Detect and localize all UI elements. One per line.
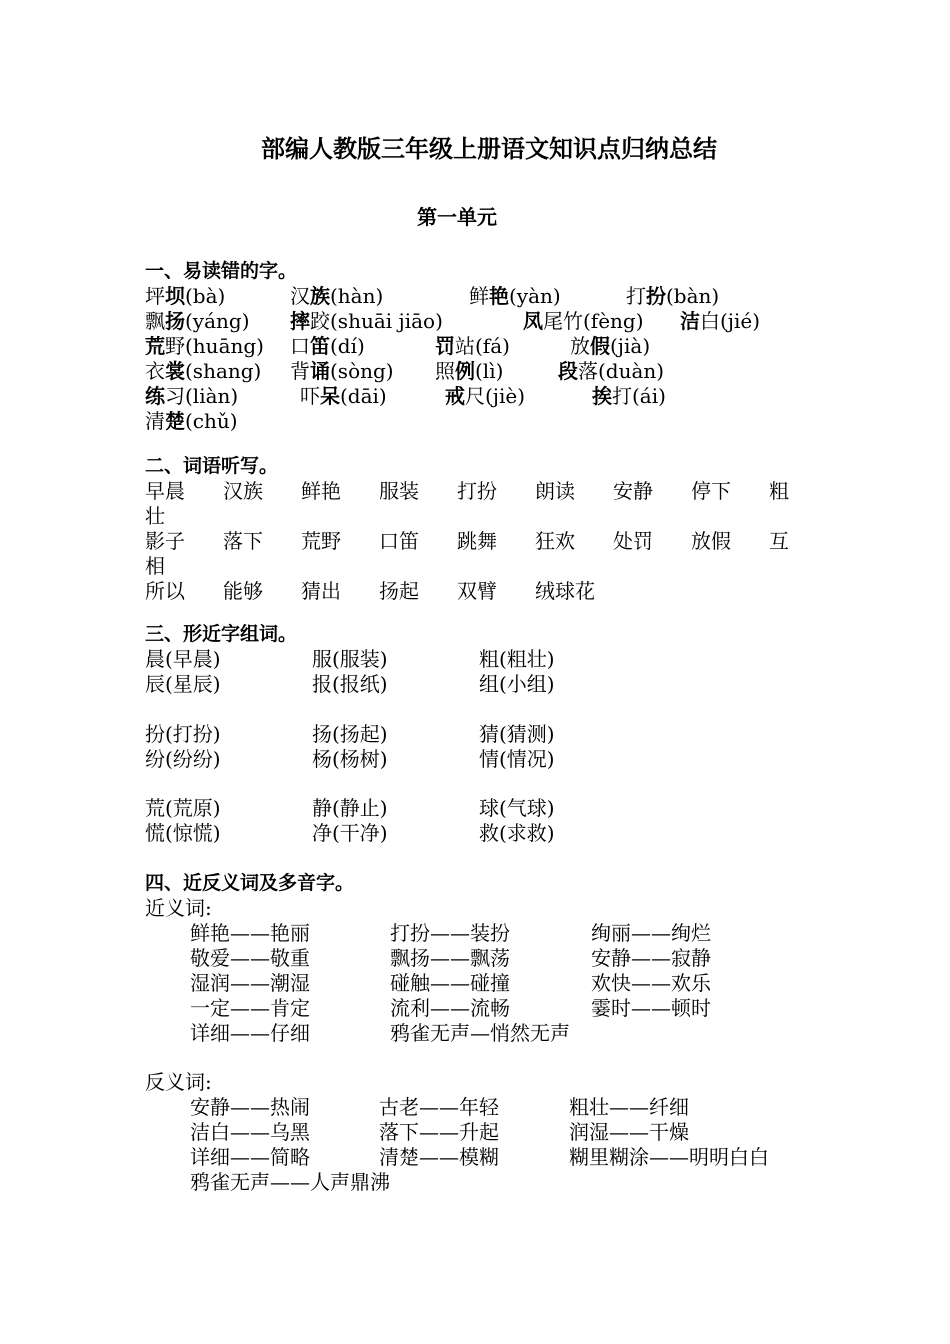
similar-char-word: 猜(猜测) <box>479 722 555 746</box>
dictation-word: 狂欢 <box>535 529 575 553</box>
character: 艳 <box>489 284 509 308</box>
character: 尾竹 <box>543 309 583 333</box>
misread-item <box>558 359 664 384</box>
pinyin: (chǔ) <box>185 409 238 433</box>
character: 摔 <box>290 309 310 333</box>
character: 罚 <box>435 334 455 358</box>
character: 荒 <box>145 334 165 358</box>
misread-item <box>523 309 644 334</box>
character: 笛 <box>310 334 330 358</box>
antonym-pair: 详细——简略 <box>190 1145 310 1169</box>
synonym-pair: 鲜艳——艳丽 <box>190 921 310 945</box>
character: 照 <box>435 359 455 383</box>
similar-char-word: 纷(纷纷) <box>145 747 221 771</box>
character: 坝 <box>165 284 185 308</box>
dictation-word: 双臂 <box>457 579 497 603</box>
character: 族 <box>310 284 330 308</box>
pinyin: (huāng) <box>185 334 264 358</box>
character: 鲜 <box>469 284 489 308</box>
synonym-pair: 详细——仔细 <box>190 1021 310 1045</box>
synonym-pair: 打扮——装扮 <box>390 921 510 945</box>
character: 楚 <box>165 409 185 433</box>
misread-item <box>592 384 666 409</box>
pinyin: (yáng) <box>185 309 250 333</box>
character: 坪 <box>145 284 165 308</box>
character: 野 <box>165 334 185 358</box>
pinyin: (fèng) <box>583 309 644 333</box>
misread-item <box>145 334 264 359</box>
similar-char-word: 静(静止) <box>312 796 388 820</box>
section-heading-synonyms-antonyms: 四、近反义词及多音字。 <box>145 872 355 894</box>
misread-item <box>290 359 394 384</box>
synonym-pair: 飘扬——飘荡 <box>390 946 510 970</box>
pinyin: (jiè) <box>485 384 526 408</box>
character: 假 <box>590 334 610 358</box>
character: 段 <box>558 359 578 383</box>
misread-item <box>145 309 250 334</box>
pinyin: (bàn) <box>666 284 720 308</box>
section-heading-dictation: 二、词语听写。 <box>145 455 279 477</box>
character: 凤 <box>523 309 543 333</box>
antonym-pair: 安静——热闹 <box>190 1095 310 1119</box>
dictation-word: 朗读 <box>535 479 575 503</box>
synonym-pair: 敬爱——敬重 <box>190 946 310 970</box>
similar-char-word: 组(小组) <box>479 672 555 696</box>
dictation-word: 鲜艳 <box>301 479 341 503</box>
character: 打 <box>626 284 646 308</box>
dictation-word: 放假 <box>691 529 731 553</box>
antonym-pair: 落下——升起 <box>379 1120 499 1144</box>
pinyin: (lì) <box>475 359 504 383</box>
dictation-word: 停下 <box>691 479 731 503</box>
pinyin: (yàn) <box>509 284 561 308</box>
document-title: 部编人教版三年级上册语文知识点归纳总结 <box>261 135 717 163</box>
similar-char-word: 晨(早晨) <box>145 647 221 671</box>
synonym-pair: 湿润——潮湿 <box>190 971 310 995</box>
character: 戒 <box>445 384 465 408</box>
misread-item <box>145 384 238 409</box>
character: 打 <box>612 384 632 408</box>
misread-item <box>145 359 261 384</box>
misread-item <box>680 309 760 334</box>
character: 飘 <box>145 309 165 333</box>
pinyin: (hàn) <box>330 284 384 308</box>
character: 裳 <box>165 359 185 383</box>
misread-item <box>145 409 238 434</box>
character: 呆 <box>320 384 340 408</box>
dictation-word: 落下 <box>223 529 263 553</box>
antonym-pair: 粗壮——纤细 <box>569 1095 689 1119</box>
dictation-word: 口笛 <box>379 529 419 553</box>
similar-char-word: 扮(打扮) <box>145 722 221 746</box>
pinyin: (fá) <box>475 334 510 358</box>
character: 尺 <box>465 384 485 408</box>
similar-char-word: 慌(惊慌) <box>145 821 221 845</box>
dictation-word: 早晨 <box>145 479 185 503</box>
misread-item <box>435 359 503 384</box>
pinyin: (jià) <box>610 334 651 358</box>
character: 洁 <box>680 309 700 333</box>
synonym-pair: 霎时——顿时 <box>591 996 711 1020</box>
pinyin: (jié) <box>720 309 761 333</box>
pinyin: (duàn) <box>598 359 665 383</box>
antonym-pair: 古老——年轻 <box>379 1095 499 1119</box>
misread-item <box>626 284 719 309</box>
character: 诵 <box>310 359 330 383</box>
character: 汉 <box>290 284 310 308</box>
dictation-word: 荒野 <box>301 529 341 553</box>
dictation-word: 影子 <box>145 529 185 553</box>
similar-char-word: 球(气球) <box>479 796 555 820</box>
misread-item <box>290 334 365 359</box>
similar-char-word: 粗(粗壮) <box>479 647 555 671</box>
dictation-word: 服装 <box>379 479 419 503</box>
similar-char-word: 净(干净) <box>312 821 388 845</box>
dictation-word: 跳舞 <box>457 529 497 553</box>
synonym-pair: 欢快——欢乐 <box>591 971 711 995</box>
misread-item <box>145 284 225 309</box>
synonym-pair: 鸦雀无声—悄然无声 <box>390 1021 570 1045</box>
dictation-word: 壮 <box>145 504 165 528</box>
antonym-pair: 糊里糊涂——明明白白 <box>569 1145 769 1169</box>
dictation-word: 打扮 <box>457 479 497 503</box>
character: 跤 <box>310 309 330 333</box>
dictation-word: 猜出 <box>301 579 341 603</box>
character: 口 <box>290 334 310 358</box>
character: 清 <box>145 409 165 433</box>
section-heading-similar-chars: 三、形近字组词。 <box>145 623 298 645</box>
dictation-word: 能够 <box>223 579 263 603</box>
synonym-pair: 绚丽——绚烂 <box>591 921 711 945</box>
character: 背 <box>290 359 310 383</box>
dictation-word: 相 <box>145 554 165 578</box>
dictation-word: 绒球花 <box>535 579 595 603</box>
similar-char-word: 报(报纸) <box>312 672 388 696</box>
similar-char-word: 辰(星辰) <box>145 672 221 696</box>
character: 练 <box>145 384 165 408</box>
synonym-pair: 碰触——碰撞 <box>390 971 510 995</box>
misread-item <box>435 334 510 359</box>
character: 扬 <box>165 309 185 333</box>
misread-item <box>300 384 387 409</box>
similar-char-word: 荒(荒原) <box>145 796 221 820</box>
character: 习 <box>165 384 185 408</box>
character: 例 <box>455 359 475 383</box>
pinyin: (dí) <box>330 334 365 358</box>
pinyin: (bà) <box>185 284 226 308</box>
pinyin: (dāi) <box>340 384 387 408</box>
misread-item <box>290 309 443 334</box>
pinyin: (shang) <box>185 359 262 383</box>
character: 落 <box>578 359 598 383</box>
dictation-word: 处罚 <box>613 529 653 553</box>
pinyin: (liàn) <box>185 384 239 408</box>
similar-char-word: 服(服装) <box>312 647 388 671</box>
antonym-pair: 润湿——干燥 <box>569 1120 689 1144</box>
pinyin: (sòng) <box>330 359 394 383</box>
dictation-word: 粗 <box>769 479 789 503</box>
character: 站 <box>455 334 475 358</box>
section-heading-misread-chars: 一、易读错的字。 <box>145 260 298 282</box>
character: 白 <box>700 309 720 333</box>
similar-char-word: 情(情况) <box>479 747 555 771</box>
misread-item <box>469 284 561 309</box>
character: 挨 <box>592 384 612 408</box>
antonym-pair: 清楚——模糊 <box>379 1145 499 1169</box>
antonyms-label: 反义词: <box>145 1070 212 1094</box>
similar-char-word: 杨(杨树) <box>312 747 388 771</box>
misread-item <box>290 284 383 309</box>
dictation-word: 互 <box>769 529 789 553</box>
antonym-pair: 洁白——乌黑 <box>190 1120 310 1144</box>
similar-char-word: 救(求救) <box>479 821 555 845</box>
pinyin: (shuāi jiāo) <box>330 309 443 333</box>
pinyin: (ái) <box>632 384 666 408</box>
dictation-word: 所以 <box>145 579 185 603</box>
synonyms-label: 近义词: <box>145 896 212 920</box>
misread-item <box>445 384 525 409</box>
unit-title: 第一单元 <box>417 205 497 229</box>
character: 放 <box>570 334 590 358</box>
synonym-pair: 流利——流畅 <box>390 996 510 1020</box>
antonym-pair: 鸦雀无声——人声鼎沸 <box>190 1170 390 1194</box>
dictation-word: 安静 <box>613 479 653 503</box>
character: 吓 <box>300 384 320 408</box>
synonym-pair: 安静——寂静 <box>591 946 711 970</box>
misread-item <box>570 334 650 359</box>
dictation-word: 汉族 <box>223 479 263 503</box>
dictation-word: 扬起 <box>379 579 419 603</box>
synonym-pair: 一定——肯定 <box>190 996 310 1020</box>
character: 扮 <box>646 284 666 308</box>
similar-char-word: 扬(扬起) <box>312 722 388 746</box>
character: 衣 <box>145 359 165 383</box>
